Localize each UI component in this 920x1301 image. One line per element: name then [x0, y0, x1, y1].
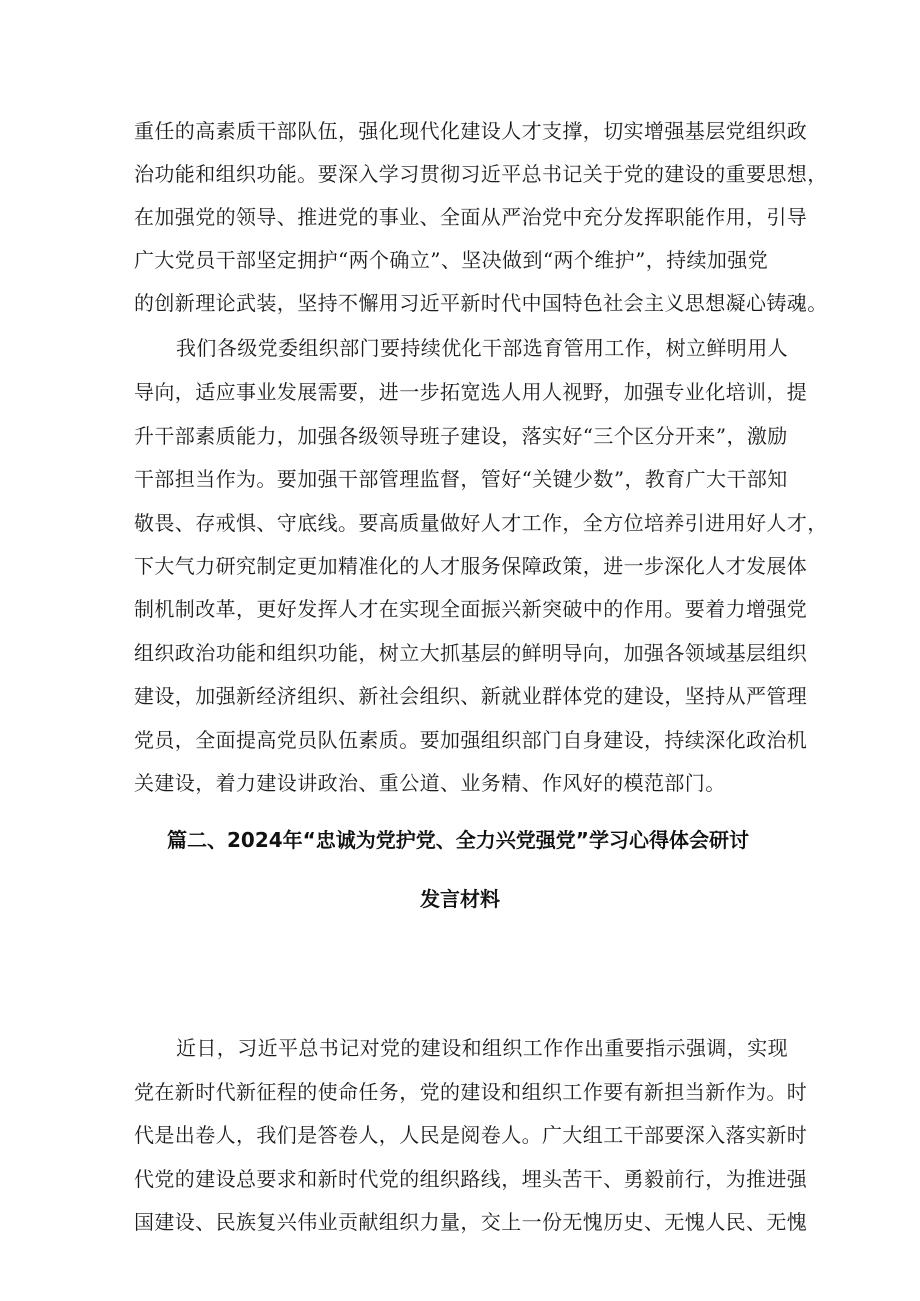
paragraph-line: 党员，全面提高党员队伍素质。要加强组织部门自身建设，持续深化政治机: [134, 728, 808, 752]
paragraph-line: 我们各级党委组织部门要持续优化干部选育管用工作，树立鲜明用人: [176, 336, 788, 360]
paragraph-line: 组织政治功能和组织功能，树立大抓基层的鲜明导向，加强各领域基层组织: [134, 641, 808, 665]
paragraph-line: 关建设，着力建设讲政治、重公道、业务精、作风好的模范部门。: [134, 771, 726, 795]
paragraph-line: 干部担当作为。要加强干部管理监督，管好“关键少数”，教育广大干部知: [134, 467, 788, 491]
paragraph-line: 导向，适应事业发展需要，进一步拓宽选人用人视野，加强专业化培训，提: [134, 380, 808, 404]
paragraph-line: 近日，习近平总书记对党的建设和组织工作作出重要指示强调，实现: [176, 1036, 788, 1060]
paragraph-line: 敬畏、存戒惧、守底线。要高质量做好人才工作，全方位培养引进用好人才，: [134, 511, 828, 535]
section-heading-line-2: 发言材料: [420, 887, 500, 911]
paragraph-line: 国建设、民族复兴伟业贡献组织力量，交上一份无愧历史、无愧人民、无愧: [134, 1210, 808, 1234]
paragraph-line: 广大党员干部坚定拥护“两个确立”、坚决做到“两个维护”，持续加强党: [134, 248, 769, 272]
paragraph-line: 升干部素质能力，加强各级领导班子建设，落实好“三个区分开来”，激励: [134, 424, 788, 448]
paragraph-line: 制机制改革，更好发挥人才在实现全面振兴新突破中的作用。要着力增强党: [134, 597, 808, 621]
paragraph-line: 重任的高素质干部队伍，强化现代化建设人才支撑，切实增强基层党组织政: [134, 119, 808, 143]
paragraph-line: 建设，加强新经济组织、新社会组织、新就业群体党的建设，坚持从严管理: [134, 684, 808, 708]
paragraph-line: 党在新时代新征程的使命任务，党的建设和组织工作要有新担当新作为。时: [134, 1080, 808, 1104]
paragraph-line: 代党的建设总要求和新时代党的组织路线，埋头苦干、勇毅前行，为推进强: [134, 1167, 808, 1191]
section-heading-line-1: 篇二、2024年“忠诚为党护党、全力兴党强党”学习心得体会研讨: [167, 828, 749, 852]
paragraph-line: 的创新理论武装，坚持不懈用习近平新时代中国特色社会主义思想凝心铸魂。: [134, 291, 828, 315]
paragraph-line: 代是出卷人，我们是答卷人，人民是阅卷人。广大组工干部要深入落实新时: [134, 1123, 808, 1147]
paragraph-line: 治功能和组织功能。要深入学习贯彻习近平总书记关于党的建设的重要思想，: [134, 162, 828, 186]
paragraph-line: 下大气力研究制定更加精准化的人才服务保障政策，进一步深化人才发展体: [134, 554, 808, 578]
paragraph-line: 在加强党的领导、推进党的事业、全面从严治党中充分发挥职能作用，引导: [134, 205, 808, 229]
